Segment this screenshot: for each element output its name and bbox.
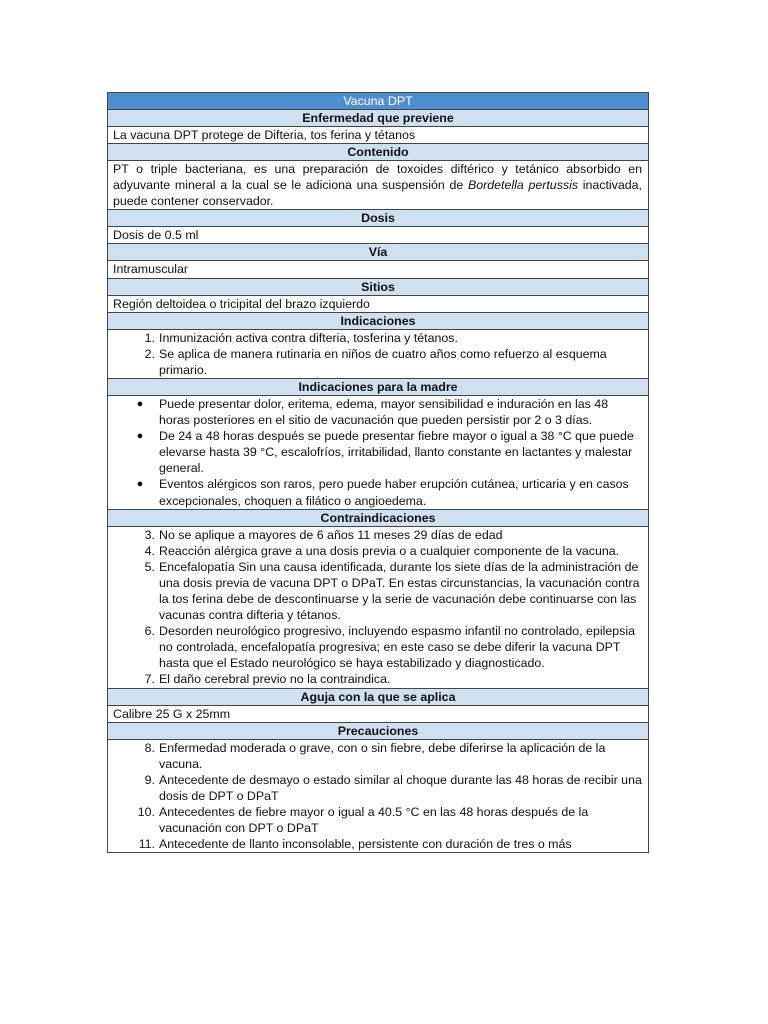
list-item xyxy=(113,623,642,671)
list-item xyxy=(113,740,642,772)
list-item-text: Antecedentes de fiebre mayor o igual a 40.5 °C en las 48 horas después de la vacunación con DPT o DPaT xyxy=(159,805,589,836)
list-item xyxy=(113,559,642,623)
section-header-contenido: Contenido xyxy=(108,144,649,161)
list-item-text: El daño cerebral previo no la contraindica. xyxy=(159,672,391,687)
list-item-text: Eventos alérgicos son raros, pero puede haber erupción cutánea, urticaria y en casos excepcionales, choquen a filático o angioedema. xyxy=(159,477,629,508)
section-header-indicaciones: Indicaciones xyxy=(108,312,649,329)
bullet-icon: ● xyxy=(136,430,144,443)
contenido-text-after: inactivada, puede contener conservador. xyxy=(113,178,642,209)
section-header-madre: Indicaciones para la madre xyxy=(108,378,649,395)
indicaciones-list xyxy=(113,330,642,378)
bullet-icon: ● xyxy=(136,397,144,410)
list-item-text: Puede presentar dolor, eritema, edema, mayor sensibilidad e induración en las 48 horas posteriores en el sitio de vacunación que pueden persistir por 2 o 3 días. xyxy=(159,396,609,428)
list-item-text: No se aplique a mayores de 6 años 11 meses 29 días de edad xyxy=(159,527,503,542)
section-header-via: Vía xyxy=(108,244,649,261)
bullet-icon: ● xyxy=(136,478,144,491)
contraindicaciones-list xyxy=(113,527,642,688)
list-item-text: Reacción alérgica grave a una dosis previa o a cualquier componente de la vacuna. xyxy=(159,543,620,558)
section-text-via: Intramuscular xyxy=(108,261,649,278)
list-item xyxy=(113,836,642,852)
list-number: 4. xyxy=(144,543,155,558)
section-header-dosis: Dosis xyxy=(108,210,649,227)
list-number: 11. xyxy=(138,837,155,852)
section-header-aguja: Aguja con la que se aplica xyxy=(108,688,649,705)
section-text-sitios: Región deltoidea o tricipital del brazo izquierdo xyxy=(108,295,649,312)
section-text-aguja: Calibre 25 G x 25mm xyxy=(108,705,649,722)
precauciones-list xyxy=(113,740,642,853)
list-number: 6. xyxy=(144,624,155,639)
section-text-contenido xyxy=(108,161,649,210)
list-item xyxy=(113,543,642,559)
list-item-text: Encefalopatía Sin una causa identificada, durante los siete días de la administración de una dosis previa de vacuna DPT o DPaT. En estas circunstancias, la vacunación contra la tos ferina debe de descontinuarse y la serie de vacunación debe continuarse con las vacunas contra difteria y tétanos. xyxy=(159,559,640,623)
section-list-indicaciones xyxy=(108,329,649,378)
madre-list xyxy=(113,396,642,509)
list-number: 7. xyxy=(144,672,155,687)
section-header-contraindicaciones: Contraindicaciones xyxy=(108,509,649,526)
list-item-text: Antecedente de desmayo o estado similar al choque durante las 48 horas de recibir una dosis de DPT o DPaT xyxy=(159,772,642,803)
table-title: Vacuna DPT xyxy=(108,93,649,110)
list-item xyxy=(113,346,642,378)
section-list-madre xyxy=(108,395,649,509)
vaccine-info-table xyxy=(107,92,649,853)
list-item xyxy=(113,527,642,543)
list-item xyxy=(113,804,642,836)
list-number: 8. xyxy=(144,740,155,755)
list-number: 10. xyxy=(137,805,155,819)
list-item xyxy=(113,396,642,428)
list-item-text: De 24 a 48 horas después se puede presentar fiebre mayor o igual a 38 °C que puede elevarse hasta 39 °C, escalofríos, irritabilidad, llanto constante en lactantes y malestar general. xyxy=(159,429,634,476)
list-item-text: Desorden neurológico progresivo, incluyendo espasmo infantil no controlado, epilepsia no controlada, encefalopatía progresiva; en este caso se debe diferir la vacuna DPT hasta que el Estado neurológico se haya estabilizado y diagnosticado. xyxy=(159,624,635,671)
section-header-sitios: Sitios xyxy=(108,278,649,295)
list-number: 1. xyxy=(144,330,155,345)
list-item-text: Se aplica de manera rutinaria en niños de cuatro años como refuerzo al esquema primario. xyxy=(159,346,607,377)
section-text-enfermedad: La vacuna DPT protege de Difteria, tos ferina y tétanos xyxy=(108,127,649,144)
section-header-enfermedad: Enfermedad que previene xyxy=(108,110,649,127)
list-item xyxy=(113,671,642,687)
list-number: 3. xyxy=(144,527,155,542)
list-number: 5. xyxy=(144,559,155,574)
list-item xyxy=(113,476,642,508)
list-item-text: Inmunización activa contra difteria, tosferina y tétanos. xyxy=(159,330,458,345)
section-list-precauciones xyxy=(108,739,649,853)
section-list-contraindicaciones xyxy=(108,526,649,688)
list-number: 2. xyxy=(144,346,155,361)
contenido-text-italic: Bordetella pertussis xyxy=(467,178,579,193)
list-item-text: Enfermedad moderada o grave, con o sin fiebre, debe diferirse la aplicación de la vacuna. xyxy=(159,740,606,771)
list-item-text: Antecedente de llanto inconsolable, persistente con duración de tres o más xyxy=(159,837,572,852)
list-item xyxy=(113,330,642,346)
list-number: 9. xyxy=(144,772,155,787)
section-header-precauciones: Precauciones xyxy=(108,722,649,739)
list-item xyxy=(113,772,642,804)
contenido-text-before: PT o triple bacteriana, es una preparación de toxoides diftérico y tetánico absorbido en adyuvante mineral a la cual se le adiciona una suspensión de xyxy=(113,162,642,193)
list-item xyxy=(113,428,642,476)
section-text-dosis: Dosis de 0.5 ml xyxy=(108,227,649,244)
